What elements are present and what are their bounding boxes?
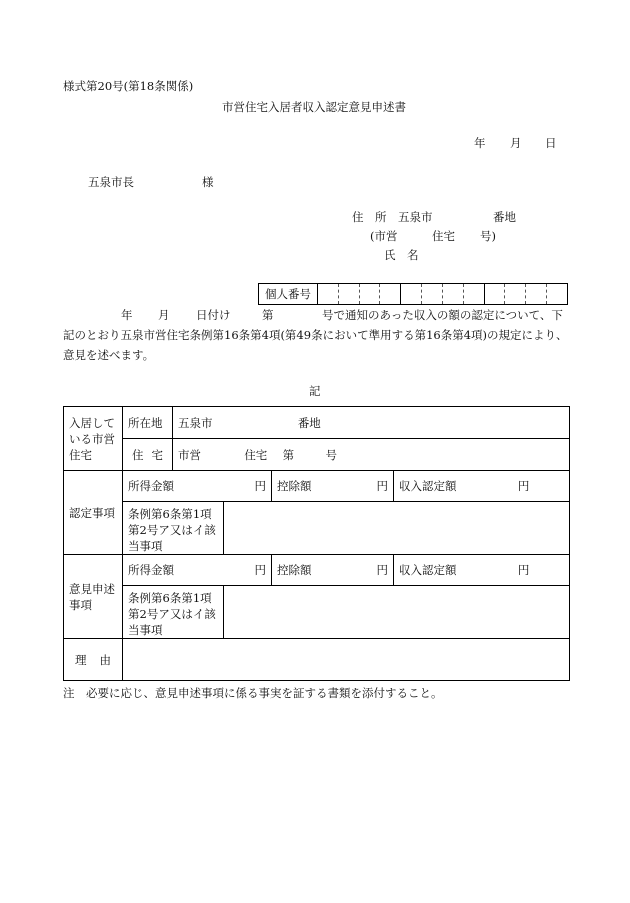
details-table [63,406,570,681]
applicant-address-label: 住 所 [352,210,387,224]
my-number-group [318,284,401,304]
iken-label-line: 意見申述 [69,581,115,596]
yen-unit: 円 [376,479,388,493]
body-day-dated: 日付け [196,308,231,322]
house-dai: 第 [282,447,295,462]
reason-label [64,639,123,681]
iken-clause-cell [123,586,224,639]
reason-value[interactable] [123,639,570,681]
clause-line: 当事項 [128,623,163,637]
date-month: 月 [510,136,522,150]
house-value-cell[interactable] [173,439,570,471]
house-jutaku: 住宅 [244,447,268,462]
housing-header-cell [64,407,123,471]
house-label-char: 住 [132,447,144,462]
form-number: 様式第20号(第18条関係) [63,79,194,93]
nintei-clause-value[interactable] [224,502,570,555]
yen-unit: 円 [254,563,266,577]
document-title: 市営住宅入居者収入認定意見申述書 [222,100,406,114]
house-city: 市営 [178,447,201,462]
iken-income-cert-cell[interactable] [394,555,570,586]
addressee-mayor: 五泉市長 [88,175,134,189]
housing-header-line: 住宅 [69,447,92,462]
applicant-name-label: 氏 名 [384,248,419,262]
my-number-group [401,284,484,304]
yen-unit: 円 [517,479,530,493]
footnote: 注 必要に応じ、意見申述事項に係る事実を証する書類を添付すること。 [63,686,443,700]
my-number-digit[interactable] [443,284,464,304]
my-number-box [258,283,568,305]
my-number-digit[interactable] [547,284,567,304]
yen-unit: 円 [254,479,266,493]
my-number-digit[interactable] [360,284,381,304]
nintei-label: 認定事項 [64,471,123,555]
house-go: 号 [325,447,337,462]
applicant-housing-mid: 住宅 [432,229,455,243]
housing-header-line: 入居して [69,415,115,430]
income-cert-label: 収入認定額 [399,563,457,577]
income-label: 所得金額 [128,479,174,493]
yen-unit: 円 [517,563,530,577]
nintei-income-cell[interactable] [123,471,272,502]
nintei-deduction-cell[interactable] [272,471,394,502]
deduction-label: 控除額 [277,479,312,493]
clause-line: 条例第6条第1項 [128,507,212,521]
body-month: 月 [158,308,170,322]
iken-label-line: 事項 [69,597,92,612]
iken-income-cell[interactable] [123,555,272,586]
date-day: 日 [545,136,557,150]
my-number-group [485,284,567,304]
house-label-char: 宅 [151,447,163,462]
housing-header-line: いる市営 [69,431,115,446]
my-number-digit[interactable] [464,284,484,304]
location-city: 五泉市 [178,415,213,430]
deduction-label: 控除額 [277,563,312,577]
iken-label [64,555,123,639]
applicant-address-city: 五泉市 [398,210,433,224]
ki-heading: 記 [309,384,321,398]
clause-line: 第2号ア又はイ該 [128,607,216,621]
income-label: 所得金額 [128,563,174,577]
my-number-digit[interactable] [339,284,360,304]
applicant-address-banchi: 番地 [493,210,516,224]
reason-label-char: 由 [99,652,111,667]
nintei-income-cert-cell[interactable] [394,471,570,502]
yen-unit: 円 [376,563,388,577]
body-dai: 第 [262,308,274,322]
my-number-digit[interactable] [318,284,339,304]
clause-line: 条例第6条第1項 [128,591,212,605]
applicant-housing-open: (市営 [370,229,398,243]
my-number-label: 個人番号 [259,284,318,304]
my-number-digit[interactable] [380,284,400,304]
reason-label-char: 理 [75,652,87,667]
my-number-digit[interactable] [526,284,547,304]
nintei-clause-cell [123,502,224,555]
clause-line: 第2号ア又はイ該 [128,523,216,537]
date-year: 年 [474,136,486,150]
body-line2: 記のとおり五泉市営住宅条例第16条第4項(第49条において準用する第16条第4項)の規定により、 [63,328,568,342]
location-value-cell[interactable] [173,407,570,439]
my-number-digit[interactable] [505,284,526,304]
clause-line: 当事項 [128,539,163,553]
iken-deduction-cell[interactable] [272,555,394,586]
body-year: 年 [121,308,133,322]
my-number-digit[interactable] [422,284,443,304]
location-banchi: 番地 [297,415,321,430]
addressee-honorific: 様 [202,175,214,189]
my-number-digit[interactable] [485,284,506,304]
body-line1-rest: 号で通知のあった収入の額の認定について、下 [322,308,563,322]
house-label [123,439,173,471]
location-label: 所在地 [123,407,173,439]
my-number-digit[interactable] [401,284,422,304]
income-cert-label: 収入認定額 [399,479,457,493]
applicant-housing-close: 号) [480,229,496,243]
iken-clause-value[interactable] [224,586,570,639]
body-line3: 意見を述べます。 [63,348,155,362]
